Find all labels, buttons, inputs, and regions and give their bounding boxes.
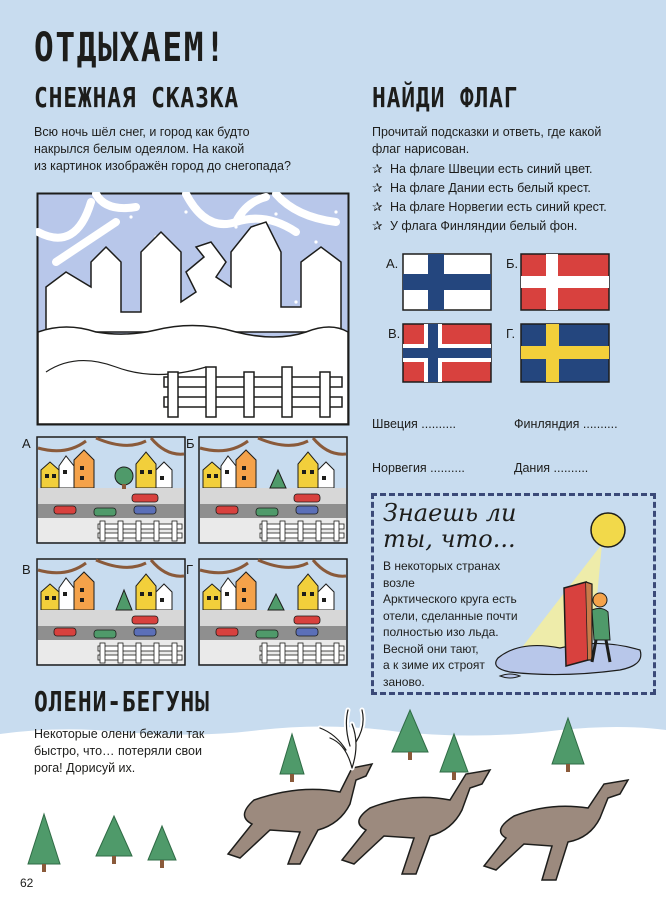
flag-denmark (520, 253, 610, 311)
town-options (22, 432, 352, 672)
hint-item: ✰ На флаге Швеции есть синий цвет. (372, 160, 607, 179)
hint-item: ✰ На флаге Норвегии есть синий крест. (372, 198, 607, 217)
page-number: 62 (20, 876, 34, 890)
snow-story-line: Всю ночь шёл снег, и город как будто (34, 125, 250, 139)
did-you-know-text: В некоторых странах возле Арктического круга есть отели, сделанные почти полностью изо льда. Весной они тают, а к зиме их строят заново. (383, 559, 518, 689)
find-flag-title: НАЙДИ ФЛАГ (372, 81, 519, 114)
flag-letter: А. (386, 256, 399, 271)
star-icon: ✰ (372, 181, 383, 195)
snowy-town-picture (36, 192, 350, 426)
star-icon: ✰ (372, 200, 383, 214)
answer-denmark[interactable]: Дания .......... (514, 461, 589, 475)
option-letter: В (22, 562, 31, 577)
reindeer-text: Некоторые олени бежали так быстро, что… потеряли свои рога! Дорисуй их. (34, 727, 205, 775)
flag-sweden (520, 323, 610, 383)
flag-letter: В. (388, 326, 401, 341)
option-letter: Г (186, 562, 194, 577)
hint-item: ✰ У флага Финляндии белый фон. (372, 217, 607, 236)
snow-story-line: накрылся белым одеялом. На какой (34, 142, 245, 156)
find-flag-text (372, 124, 652, 158)
flag-finland (402, 253, 492, 311)
snow-story-title: СНЕЖНАЯ СКАЗКА (34, 81, 240, 114)
star-icon: ✰ (372, 219, 383, 233)
answer-finland[interactable]: Финляндия .......... (514, 417, 618, 431)
snow-story-text (34, 124, 334, 175)
did-you-know-title: Знаешь ли ты, что... (383, 499, 517, 553)
hint-item: ✰ На флаге Дании есть белый крест. (372, 179, 607, 198)
option-letter: Б (186, 436, 195, 451)
answer-norway[interactable]: Норвегия .......... (372, 461, 465, 475)
star-icon: ✰ (372, 162, 383, 176)
snow-story-line: из картинок изображён город до снегопада? (34, 159, 291, 173)
page-title: ОТДЫХАЕМ! (34, 25, 227, 71)
hint-list (372, 160, 607, 236)
find-flag-line: Прочитай подсказки и ответь, где какой (372, 125, 602, 139)
answer-sweden[interactable]: Швеция .......... (372, 417, 457, 431)
flag-letter: Г. (506, 326, 516, 341)
option-letter: А (22, 436, 31, 451)
flag-norway (402, 323, 492, 383)
reindeer-title: ОЛЕНИ-БЕГУНЫ (34, 685, 210, 718)
find-flag-line: флаг нарисован. (372, 142, 470, 156)
flag-letter: Б. (506, 256, 519, 271)
ice-hotel-illustration (480, 500, 648, 686)
